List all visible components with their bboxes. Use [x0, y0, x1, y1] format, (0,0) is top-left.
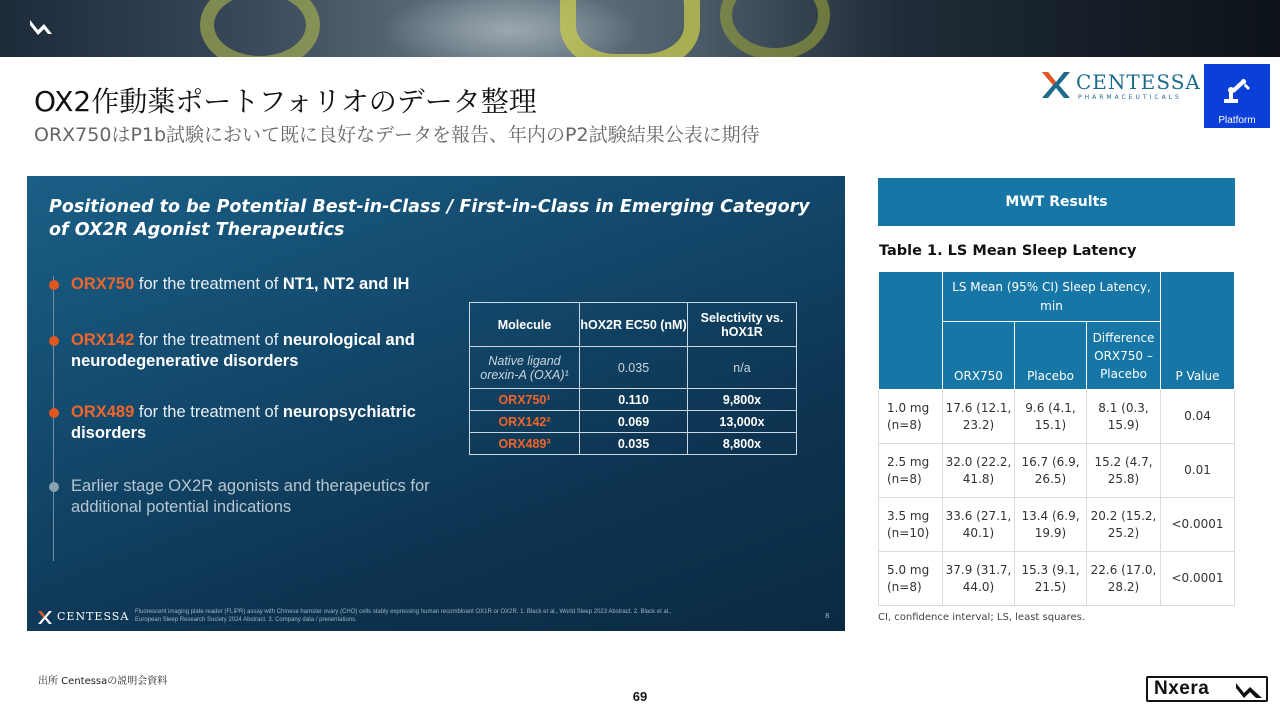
table-footnote: CI, confidence interval; LS, least squares. [878, 612, 1085, 623]
nxera-wordmark: Nxera [1154, 678, 1210, 699]
column-header: hOX2R EC50 (nM) [580, 303, 688, 347]
platform-badge[interactable] [1204, 64, 1270, 128]
column-header: Selectivity vs. hOX1R [688, 303, 797, 347]
nxera-mark-icon [28, 16, 54, 38]
orx750-cell: 17.6 (12.1, 23.2) [943, 390, 1015, 444]
bullet-dot [49, 482, 59, 492]
difference-cell: 8.1 (0.3, 15.9) [1087, 390, 1161, 444]
nxera-mark-icon [1234, 680, 1264, 700]
bullet-text: for the treatment of [134, 275, 283, 293]
placebo-cell: 15.3 (9.1, 21.5) [1015, 552, 1087, 606]
p-value-cell: 0.04 [1161, 390, 1235, 444]
slide-logo-name: CENTESSA [57, 610, 130, 623]
table-row [470, 411, 797, 433]
p-value-cell: 0.01 [1161, 444, 1235, 498]
embedded-slide [27, 176, 845, 631]
table-row [470, 347, 797, 389]
robot-arm-icon [1220, 72, 1254, 106]
bullet-text: Earlier stage OX2R agonists and therapeutics for additional potential indications [71, 477, 430, 516]
bullet-dot [49, 280, 59, 290]
ec50-cell: 0.110 [580, 389, 688, 411]
centessa-sub: PHARMACEUTICALS [1078, 94, 1182, 101]
slide-page-number: 8 [825, 612, 830, 620]
selectivity-cell: 13,000x [688, 411, 797, 433]
molecule-cell: Native ligand orexin-A (OXA)¹ [470, 347, 580, 389]
banner-decoration [200, 0, 320, 57]
bullet-item [71, 330, 451, 372]
group-header: LS Mean (95% CI) Sleep Latency, min [943, 272, 1161, 322]
bullet-item [71, 402, 451, 444]
table-row [879, 498, 1235, 552]
selectivity-cell: 8,800x [688, 433, 797, 455]
centessa-x-icon [37, 609, 53, 625]
bullet-dot [49, 336, 59, 346]
ec50-cell: 0.069 [580, 411, 688, 433]
p-value-cell: <0.0001 [1161, 498, 1235, 552]
table-row [470, 433, 797, 455]
top-banner [0, 0, 1280, 57]
bullet-dot [49, 408, 59, 418]
column-header: Molecule [470, 303, 580, 347]
dose-header [879, 272, 943, 390]
platform-label: Platform [1218, 115, 1256, 126]
ec50-cell: 0.035 [580, 433, 688, 455]
slide-footnote: Fluorescent imaging plate reader (FLIPR) assay with Chinese hamster ovary (CHO) cells stably expressing human recombinant OX1R or OX2R. 1. Black et al., World Sleep 2023 Abstract. 2. Black et al., European Sleep Research Society 2024 Abstract. 3. Company data / presentations. [135, 609, 672, 623]
bullet-bold: NT1, NT2 and IH [282, 275, 410, 293]
dose-cell: 3.5 mg (n=10) [879, 498, 943, 552]
dose-cell: 5.0 mg (n=8) [879, 552, 943, 606]
column-header: ORX750 [943, 322, 1015, 390]
bullet-item [71, 476, 451, 518]
difference-cell: 20.2 (15.2, 25.2) [1087, 498, 1161, 552]
nxera-logo [1146, 676, 1268, 702]
bullet-text: for the treatment of [134, 331, 283, 349]
bullet-item [71, 274, 451, 295]
bullet-bold: neurological and neurodegenerative disorders [71, 331, 415, 370]
dose-cell: 1.0 mg (n=8) [879, 390, 943, 444]
molecule-cell: ORX750¹ [470, 389, 580, 411]
column-header: Placebo [1015, 322, 1087, 390]
table-header-row [470, 303, 797, 347]
table-row [470, 389, 797, 411]
drug-name: ORX489 [71, 403, 135, 421]
difference-cell: 15.2 (4.7, 25.8) [1087, 444, 1161, 498]
table-row [879, 444, 1235, 498]
drug-name: ORX750 [71, 275, 135, 293]
table-header-row [879, 272, 1235, 322]
mwt-header: MWT Results [878, 178, 1235, 226]
column-header: P Value [1161, 272, 1235, 390]
placebo-cell: 16.7 (6.9, 26.5) [1015, 444, 1087, 498]
centessa-name: CENTESSA [1076, 70, 1201, 94]
centessa-x-icon [1040, 68, 1072, 100]
slide-centessa-logo [37, 607, 147, 627]
page-title: OX2作動薬ポートフォリオのデータ整理 [34, 85, 537, 118]
banner-decoration [560, 0, 700, 57]
table-row [879, 390, 1235, 444]
ec50-cell: 0.035 [580, 347, 688, 389]
orx750-cell: 33.6 (27.1, 40.1) [943, 498, 1015, 552]
selectivity-cell: n/a [688, 347, 797, 389]
difference-cell: 22.6 (17.0, 28.2) [1087, 552, 1161, 606]
drug-name: ORX142 [71, 331, 135, 349]
orx750-cell: 32.0 (22.2, 41.8) [943, 444, 1015, 498]
bullet-line [53, 276, 54, 561]
sleep-latency-table [878, 271, 1235, 606]
molecule-cell: ORX489³ [470, 433, 580, 455]
column-header: Difference ORX750 – Placebo [1087, 322, 1161, 390]
orx750-cell: 37.9 (31.7, 44.0) [943, 552, 1015, 606]
molecule-table [469, 302, 797, 455]
dose-cell: 2.5 mg (n=8) [879, 444, 943, 498]
table-row [879, 552, 1235, 606]
slide-heading: Positioned to be Potential Best-in-Class / First-in-Class in Emerging Category of OX2R Agonist Therapeutics [49, 197, 810, 240]
molecule-cell: ORX142² [470, 411, 580, 433]
source-note: 出所 Centessaの説明会資料 [38, 676, 168, 687]
page-subtitle: ORX750はP1b試験において既に良好なデータを報告、年内のP2試験結果公表に期待 [34, 124, 760, 146]
banner-decoration [720, 0, 830, 57]
placebo-cell: 13.4 (6.9, 19.9) [1015, 498, 1087, 552]
bullet-text: for the treatment of [134, 403, 283, 421]
p-value-cell: <0.0001 [1161, 552, 1235, 606]
centessa-logo [1040, 68, 1201, 104]
page-number: 69 [632, 689, 648, 704]
table-caption: Table 1. LS Mean Sleep Latency [879, 243, 1137, 259]
selectivity-cell: 9,800x [688, 389, 797, 411]
placebo-cell: 9.6 (4.1, 15.1) [1015, 390, 1087, 444]
bullet-bold: neuropsychiatric disorders [71, 403, 416, 442]
